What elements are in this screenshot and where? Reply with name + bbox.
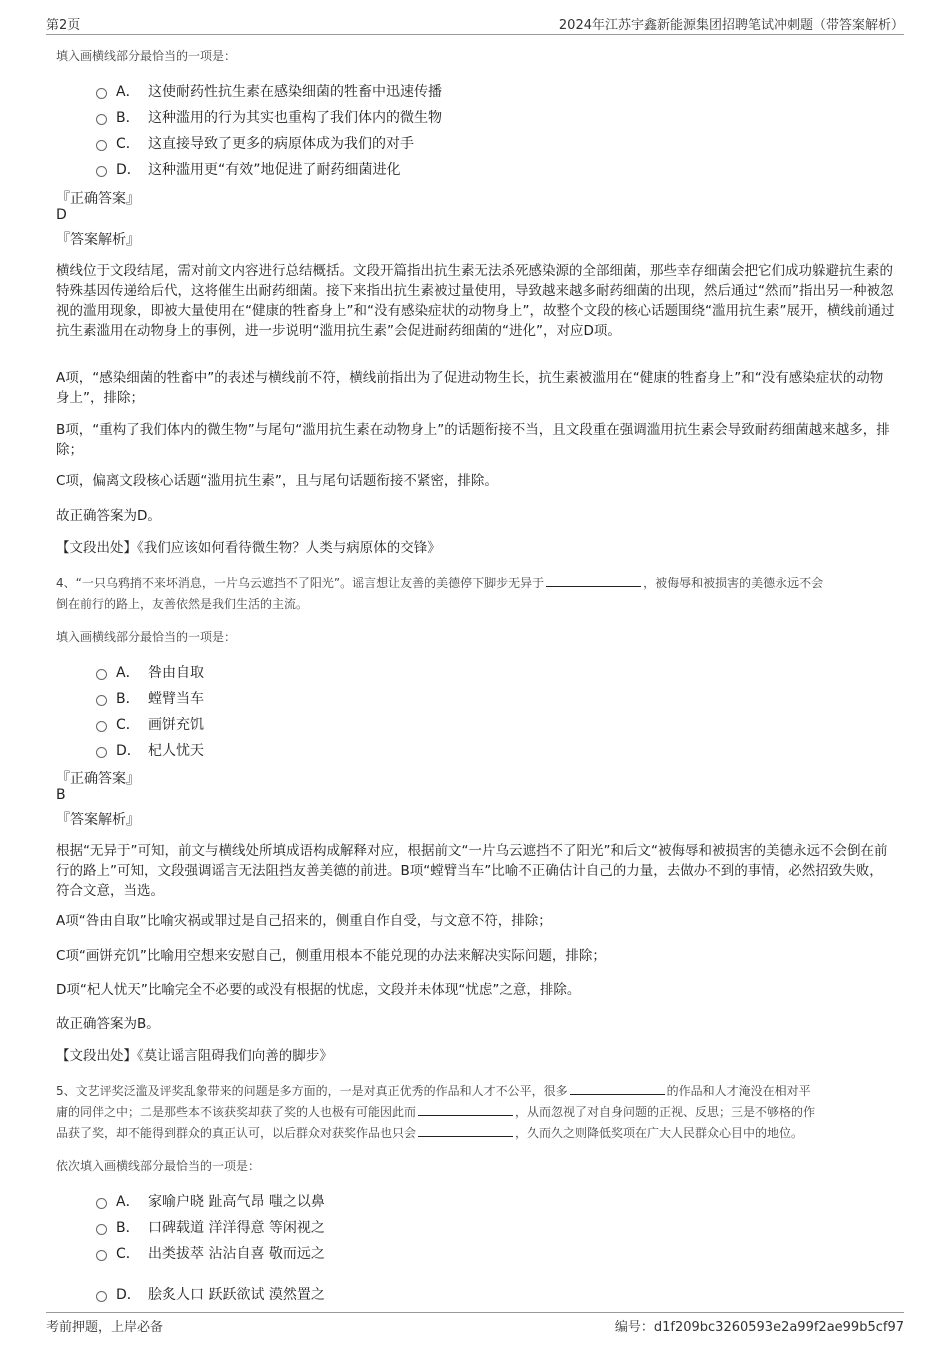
q4-analysis-label: 『答案解析』 <box>56 812 140 828</box>
q3-answer: D <box>56 207 67 223</box>
q3-option-c[interactable]: C． 这直接导致了更多的病原体成为我们的对手 <box>96 133 414 153</box>
q5-option-a[interactable]: A． 家喻户晓 趾高气昂 嗤之以鼻 <box>96 1191 325 1211</box>
radio-icon[interactable] <box>96 88 107 99</box>
radio-icon[interactable] <box>96 669 107 680</box>
page-header <box>46 14 904 35</box>
q3-option-b[interactable]: B． 这种滥用的行为其实也重构了我们体内的微生物 <box>96 107 442 127</box>
answer-blank <box>546 574 641 587</box>
radio-icon[interactable] <box>96 1250 107 1261</box>
q3-source: 【文段出处】《我们应该如何看待微生物？人类与病原体的交锋》 <box>56 540 441 556</box>
q4-option-d[interactable]: D． 杞人忧天 <box>96 740 204 760</box>
q5-option-c[interactable]: C． 出类拔萃 沾沾自喜 敬而远之 <box>96 1243 325 1263</box>
q4-prompt: 填入画横线部分最恰当的一项是： <box>56 630 237 644</box>
q4-option-b[interactable]: B． 螳臂当车 <box>96 688 204 708</box>
radio-icon[interactable] <box>96 1224 107 1235</box>
q5-option-b[interactable]: B． 口碑载道 洋洋得意 等闲视之 <box>96 1217 325 1237</box>
radio-icon[interactable] <box>96 1198 107 1209</box>
q3-analysis-p2: A项，“感染细菌的牲畜中”的表述与横线前不符，横线前指出为了促进动物生长，抗生素被滥用在“健康的牲畜身上”和“没有感染症状的动物身上”，排除； <box>56 370 884 406</box>
q4-analysis-p2: A项“咎由自取”比喻灾祸或罪过是自己招来的，侧重自作自受，与文意不符，排除； <box>56 913 552 929</box>
q3-answer-label: 『正确答案』 <box>56 191 140 207</box>
document-title: 2024年江苏宇鑫新能源集团招聘笔试冲刺题（带答案解析） <box>558 18 904 33</box>
q3-option-d[interactable]: D． 这种滥用更“有效”地促进了耐药细菌进化 <box>96 159 401 179</box>
q4-option-c[interactable]: C． 画饼充饥 <box>96 714 204 734</box>
q4-option-a[interactable]: A． 咎由自取 <box>96 662 204 682</box>
q4-stem: 4、“一只乌鸦捎不来坏消息，一片乌云遮挡不了阳光”。谣言想让友善的美德停下脚步无异于 ，被侮辱和被损害的美德永远不会 倒在前行的路上，友善依然是我们生活的主流。 <box>56 576 824 611</box>
answer-blank <box>418 1103 513 1116</box>
q4-analysis-p1: 根据“无异于”可知，前文与横线处所填成语构成解释对应，根据前文“一片乌云遮挡不了阳光”和后文“被侮辱和被损害的美德永远不会倒在前行的路上”可知，文段强调谣言无法阻挡友善美德的前进。B项“螳臂当车”比喻不正确估计自己的力量，去做办不到的事情，必然招致失败，符合文意，当选。 <box>56 843 888 899</box>
radio-icon[interactable] <box>96 166 107 177</box>
q3-analysis-p1: 横线位于文段结尾，需对前文内容进行总结概括。文段开篇指出抗生素无法杀死感染源的全部细菌，那些幸存细菌会把它们成功躲避抗生素的特殊基因传递给后代，这将催生出耐药细菌。接下来指出抗生素被过量使用，导致越来越多耐药细菌的出现，然后通过“然而”指出另一种被忽视的滥用现象，即被大量使用在“健康的牲畜身上”和“没有感染症状的动物身上”，故整个文段的核心话题围绕“滥用抗生素”展开，横线前通过抗生素滥用在动物身上的事例，进一步说明“滥用抗生素”会促进耐药细菌的“进化”，对应D项。 <box>56 263 895 339</box>
radio-icon[interactable] <box>96 140 107 151</box>
q3-analysis-p4: C项，偏离文段核心话题“滥用抗生素”，且与尾句话题衔接不紧密，排除。 <box>56 473 498 489</box>
q4-analysis-p4: D项“杞人忧天”比喻完全不必要的或没有根据的忧虑，文段并未体现“忧虑”之意，排除。 <box>56 982 581 998</box>
document-id: 编号：d1f209bc3260593e2a99f2ae99b5cf97 <box>614 1320 904 1335</box>
radio-icon[interactable] <box>96 695 107 706</box>
q4-answer: B <box>56 787 66 803</box>
radio-icon[interactable] <box>96 114 107 125</box>
q3-analysis-p5: 故正确答案为D。 <box>56 508 161 524</box>
q3-analysis-p3: B项，“重构了我们体内的微生物”与尾句“滥用抗生素在动物身上”的话题衔接不当，且文段重在强调滥用抗生素会导致耐药细菌越来越多，排除； <box>56 422 890 458</box>
radio-icon[interactable] <box>96 747 107 758</box>
q3-prompt: 填入画横线部分最恰当的一项是： <box>56 49 237 63</box>
answer-blank <box>570 1082 665 1095</box>
q3-analysis-label: 『答案解析』 <box>56 232 140 248</box>
q4-analysis-p5: 故正确答案为B。 <box>56 1016 160 1032</box>
q5-stem: 5、文艺评奖泛滥及评奖乱象带来的问题是多方面的，一是对真正优秀的作品和人才不公平，很多 的作品和人才淹没在相对平 庸的同伴之中；二是那些本不该获奖却获了奖的人也极有可能因此而 ，从而忽视了对自身问题的正视、反思；三是不够格的作 品获了奖，却不能得到群众的真正认可，以后群众对获奖作品也只会 ，久而久之则降低奖项在广大人民群众心目中的地位。 <box>56 1084 816 1140</box>
page-footer <box>46 1312 904 1335</box>
footer-slogan: 考前押题，上岸必备 <box>46 1320 164 1335</box>
q3-option-a[interactable]: A． 这使耐药性抗生素在感染细菌的牲畜中迅速传播 <box>96 81 442 101</box>
q5-prompt: 依次填入画横线部分最恰当的一项是： <box>56 1159 261 1173</box>
q4-analysis-p3: C项“画饼充饥”比喻用空想来安慰自己，侧重用根本不能兑现的办法来解决实际问题，排除； <box>56 948 606 964</box>
radio-icon[interactable] <box>96 721 107 732</box>
q4-answer-label: 『正确答案』 <box>56 771 140 787</box>
q5-option-d[interactable]: D． 脍炙人口 跃跃欲试 漠然置之 <box>96 1284 325 1304</box>
answer-blank <box>418 1124 513 1137</box>
page-number: 第2页 <box>46 18 81 33</box>
q4-source: 【文段出处】《莫让谣言阻碍我们向善的脚步》 <box>56 1048 333 1064</box>
radio-icon[interactable] <box>96 1291 107 1302</box>
